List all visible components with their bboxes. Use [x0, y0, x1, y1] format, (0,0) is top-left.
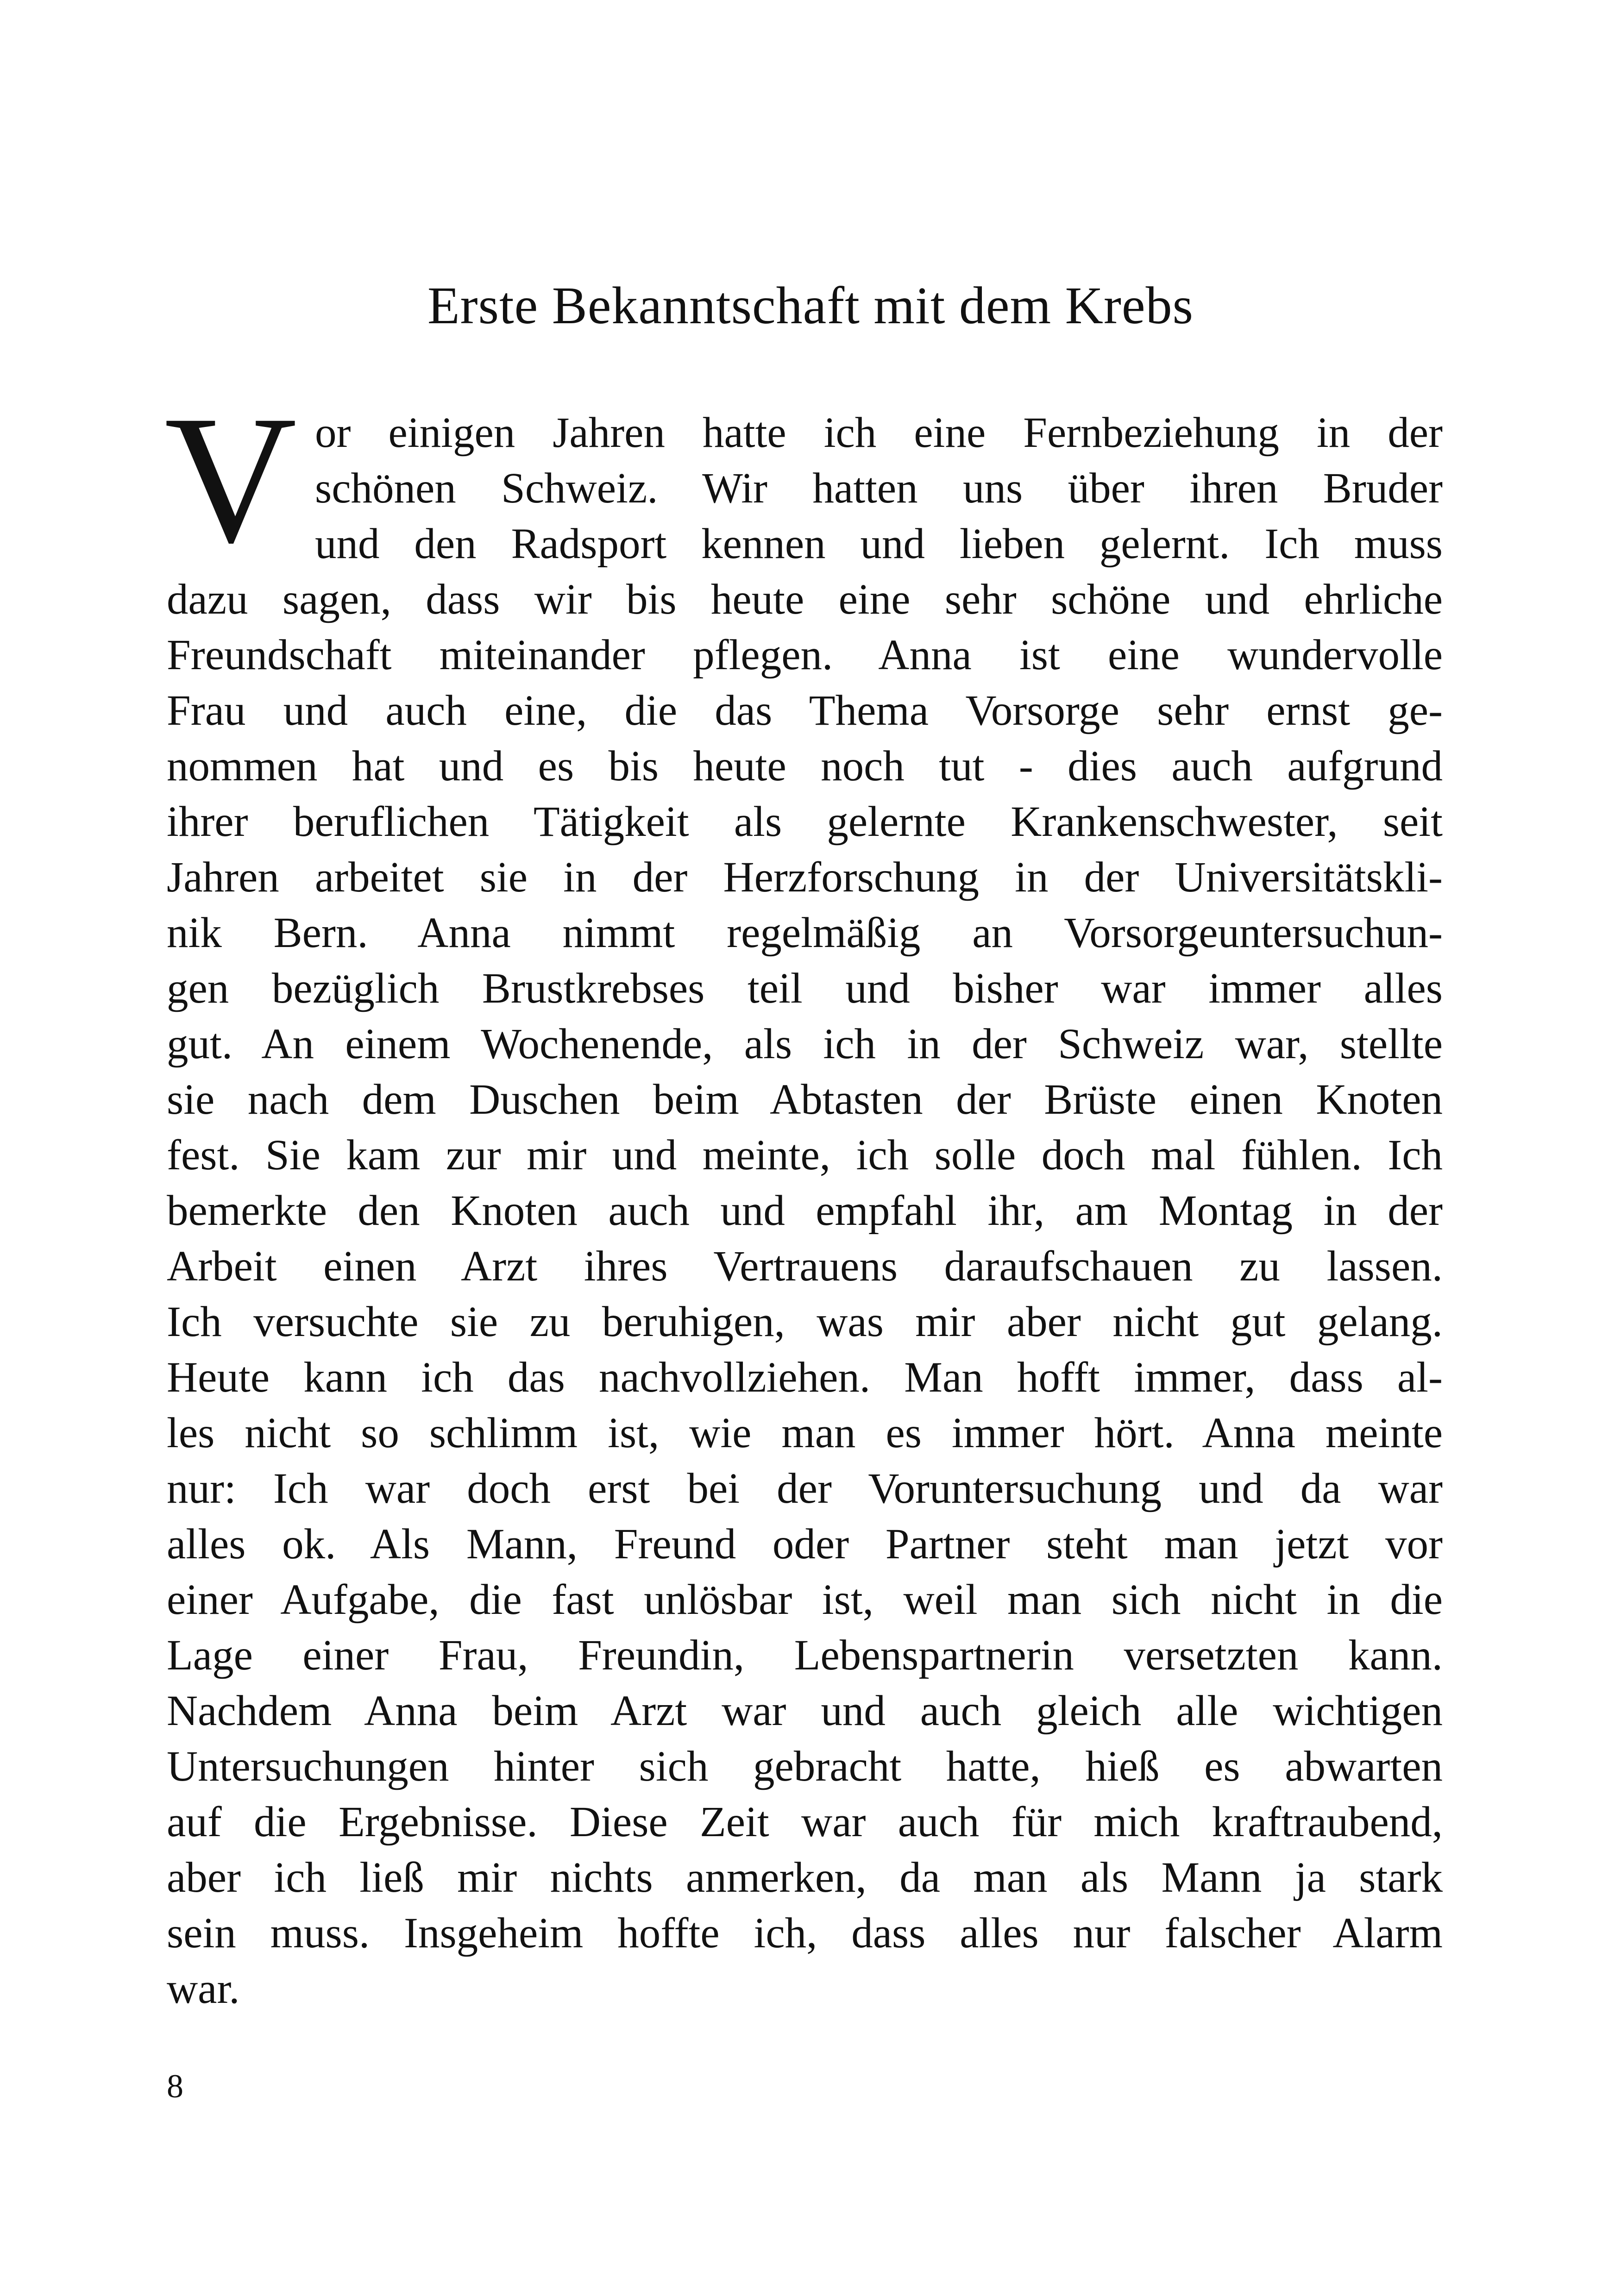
- text-line: Untersuchungen hinter sich gebracht hatte, hieß es abwarten: [167, 1743, 1443, 1790]
- text-line: sie nach dem Duschen beim Abtasten der Brüste einen Knoten: [167, 1076, 1443, 1123]
- text-line: les nicht so schlimm ist, wie man es immer hört. Anna meinte: [167, 1409, 1443, 1457]
- text-line: Frau und auch eine, die das Thema Vorsorge sehr ernst ge-: [167, 687, 1443, 734]
- text-line: Nachdem Anna beim Arzt war und auch gleich alle wichtigen: [167, 1687, 1443, 1735]
- text-line: war.: [167, 1965, 240, 2013]
- text-line: gen bezüglich Brustkrebses teil und bisher war immer alles: [167, 965, 1443, 1012]
- text-line: Arbeit einen Arzt ihres Vertrauens daraufschauen zu lassen.: [167, 1242, 1443, 1290]
- text-line: Jahren arbeitet sie in der Herzforschung in der Universitätskli-: [167, 853, 1443, 901]
- text-line: und den Radsport kennen und lieben gelernt. Ich muss: [315, 520, 1443, 568]
- text-line: schönen Schweiz. Wir hatten uns über ihren Bruder: [315, 464, 1443, 512]
- text-line: Ich versuchte sie zu beruhigen, was mir aber nicht gut gelang.: [167, 1298, 1443, 1346]
- text-line: ihrer beruflichen Tätigkeit als gelernte Krankenschwester, seit: [167, 798, 1443, 846]
- drop-cap-initial: V: [164, 377, 297, 581]
- text-line: aber ich ließ mir nichts anmerken, da man als Mann ja stark: [167, 1854, 1443, 1901]
- text-line: Freundschaft miteinander pflegen. Anna ist eine wundervolle: [167, 631, 1443, 679]
- text-line: sein muss. Insgeheim hoffte ich, dass alles nur falscher Alarm: [167, 1909, 1443, 1957]
- text-line: fest. Sie kam zur mir und meinte, ich solle doch mal fühlen. Ich: [167, 1131, 1443, 1179]
- text-line: alles ok. Als Mann, Freund oder Partner steht man jetzt vor: [167, 1520, 1443, 1568]
- page-number: 8: [167, 2068, 183, 2105]
- text-line: bemerkte den Knoten auch und empfahl ihr, am Montag in der: [167, 1187, 1443, 1235]
- chapter-title: Erste Bekanntschaft mit dem Krebs: [427, 276, 1194, 335]
- text-line: or einigen Jahren hatte ich eine Fernbeziehung in der: [315, 409, 1443, 457]
- text-line: Heute kann ich das nachvollziehen. Man hofft immer, dass al-: [167, 1354, 1443, 1401]
- text-line: gut. An einem Wochenende, als ich in der Schweiz war, stellte: [167, 1020, 1443, 1068]
- text-line: auf die Ergebnisse. Diese Zeit war auch für mich kraftraubend,: [167, 1798, 1443, 1846]
- text-line: Lage einer Frau, Freundin, Lebenspartnerin versetzten kann.: [167, 1631, 1443, 1679]
- text-line: einer Aufgabe, die fast unlösbar ist, weil man sich nicht in die: [167, 1576, 1443, 1624]
- text-line: nur: Ich war doch erst bei der Voruntersuchung und da war: [167, 1465, 1443, 1512]
- text-line: nommen hat und es bis heute noch tut - dies auch aufgrund: [167, 742, 1443, 790]
- text-line: nik Bern. Anna nimmt regelmäßig an Vorsorgeuntersuchun-: [167, 909, 1443, 957]
- text-line: dazu sagen, dass wir bis heute eine sehr schöne und ehrliche: [167, 576, 1443, 623]
